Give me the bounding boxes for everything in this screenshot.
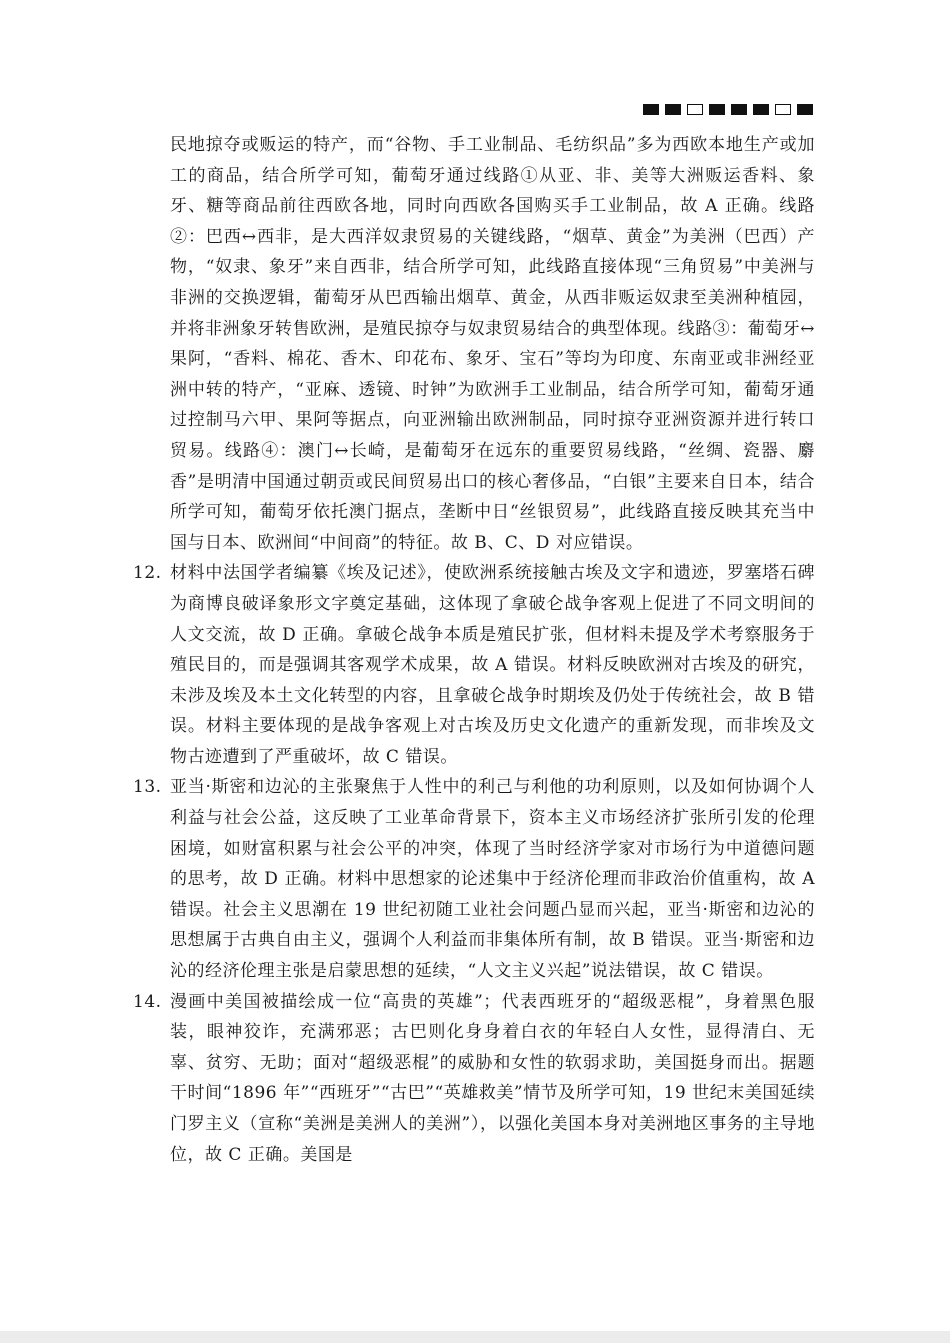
filled-square-icon: [665, 104, 681, 115]
question-number: 13.: [133, 777, 162, 798]
filled-square-icon: [753, 104, 769, 115]
answer-explanations: [0, 130, 950, 1170]
empty-square-icon: [775, 104, 791, 115]
answer-item: [0, 130, 815, 558]
answer-item: [0, 772, 815, 986]
answer-item: [0, 987, 815, 1171]
filled-square-icon: [797, 104, 813, 115]
question-number: 14.: [133, 991, 162, 1012]
answer-text: 亚当·斯密和边沁的主张聚焦于人性中的利己与利他的功利原则，以及如何协调个人利益与社会公益，这反映了工业革命背景下，资本主义市场经济扩张所引发的伦理困境，如财富积累与社会公平的冲突，体现了当时经济学家对市场行为中道德问题的思考，故 D 正确。材料中思想家的论述集中于经济伦理而非政治价值重构，故 A 错误。社会主义思潮在 19 世纪初随工业社会问题凸显而兴起，亚当·斯密和边沁的思想属于古典自由主义，强调个人利益而非集体所有制，故 B 错误。亚当·斯密和边沁的经济伦理主张是启蒙思想的延续，“人文主义兴起”说法错误，故 C 错误。: [170, 777, 815, 982]
answer-item: [0, 558, 815, 772]
answer-text: 漫画中美国被描绘成一位“高贵的英雄”；代表西班牙的“超级恶棍”，身着黑色服装，眼神狡诈，充满邪恶；古巴则化身身着白衣的年轻白人女性，显得清白、无辜、贫穷、无助；面对“超级恶棍”的威胁和女性的软弱求助，美国挺身而出。据题干时间“1896 年”“西班牙”“古巴”“英雄救美”情节及所学可知，19 世纪末美国延续门罗主义（宣称“美洲是美洲人的美洲”），以强化美国本身对美洲地区事务的主导地位，故 C 正确。美国是: [170, 991, 815, 1165]
filled-square-icon: [709, 104, 725, 115]
answer-text: 民地掠夺或贩运的特产，而“谷物、手工业制品、毛纺织品”多为西欧本地生产或加工的商品，结合所学可知，葡萄牙通过线路①从亚、非、美等大洲贩运香料、象牙、糖等商品前往西欧各地，同时向西欧各国购买手工业制品，故 A 正确。线路②：巴西↔西非，是大西洋奴隶贸易的关键线路，“烟草、黄金”为美洲（巴西）产物，“奴隶、象牙”来自西非，结合所学可知，此线路直接体现“三角贸易”中美洲与非洲的交换逻辑，葡萄牙从巴西输出烟草、黄金，从西非贩运奴隶至美洲种植园，并将非洲象牙转售欧洲，是殖民掠夺与奴隶贸易结合的典型体现。线路③：葡萄牙↔果阿，“香料、棉花、香木、印花布、象牙、宝石”等均为印度、东南亚或非洲经亚洲中转的特产，“亚麻、透镜、时钟”为欧洲手工业制品，结合所学可知，葡萄牙通过控制马六甲、果阿等据点，向亚洲输出欧洲制品，同时掠夺亚洲资源并进行转口贸易。线路④：澳门↔长崎，是葡萄牙在远东的重要贸易线路，“丝绸、瓷器、麝香”是明清中国通过朝贡或民间贸易出口的核心奢侈品，“白银”主要来自日本，结合所学可知，葡萄牙依托澳门据点，垄断中日“丝银贸易”，此线路直接反映其充当中国与日本、欧洲间“中间商”的特征。故 B、C、D 对应错误。: [170, 135, 815, 553]
empty-square-icon: [687, 104, 703, 115]
header-marks: [643, 104, 813, 115]
answer-text: 材料中法国学者编纂《埃及记述》，使欧洲系统接触古埃及文字和遗迹，罗塞塔石碑为商博良破译象形文字奠定基础，这体现了拿破仑战争客观上促进了不同文明间的人文交流，故 D 正确。拿破仑战争本质是殖民扩张，但材料未提及学术考察服务于殖民目的，而是强调其客观学术成果，故 A 错误。材料反映欧洲对古埃及的研究，未涉及埃及本土文化转型的内容，且拿破仑战争时期埃及仍处于传统社会，故 B 错误。材料主要体现的是战争客观上对古埃及历史文化遗产的重新发现，而非埃及文物古迹遭到了严重破坏，故 C 错误。: [170, 563, 815, 767]
page-bottom-edge: [0, 1331, 950, 1343]
question-number: 12.: [133, 563, 162, 584]
filled-square-icon: [731, 104, 747, 115]
filled-square-icon: [643, 104, 659, 115]
